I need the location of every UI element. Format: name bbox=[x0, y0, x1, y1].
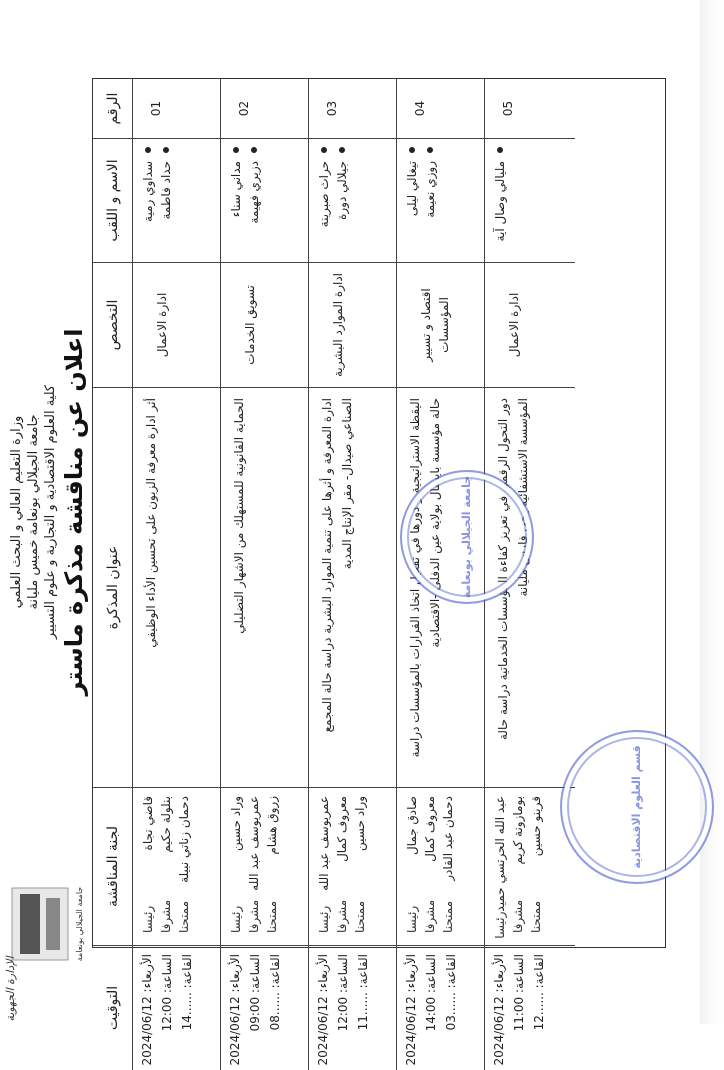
schedule-day: الأربعاء: 2024/06/12 bbox=[404, 954, 418, 1066]
jury-role: ممتحنا bbox=[441, 900, 455, 933]
jury-role: مشرفا bbox=[159, 899, 173, 933]
stamp-text: جامعة الجيلالي بونعامة bbox=[460, 475, 473, 599]
jury-role: مشرفا bbox=[511, 899, 525, 933]
jury-member: قرينو حسين bbox=[529, 796, 543, 857]
student-name: دزيري فهيمة bbox=[245, 147, 263, 254]
student-name: سداوي رمية bbox=[139, 147, 157, 254]
schedule-room: القاعة: ......12 bbox=[532, 954, 546, 1031]
student-names bbox=[397, 139, 485, 263]
schedule-day: الأربعاء: 2024/06/12 bbox=[228, 954, 242, 1066]
row-num: 04 bbox=[397, 79, 485, 139]
university-stamp-icon bbox=[400, 470, 534, 604]
jury-role: رئيسا bbox=[141, 905, 155, 933]
jury-member: عمريوسف عبد الله bbox=[317, 796, 331, 891]
specialty: تسويق الخدمات bbox=[221, 263, 309, 388]
jury-member: دحمان عبد القادر bbox=[441, 796, 455, 881]
student-names bbox=[133, 139, 221, 263]
jury-role: ممتحنا bbox=[529, 900, 543, 933]
row-num: 02 bbox=[221, 79, 309, 139]
header-university: جامعة الجيلالي بونعامة خميس مليانة bbox=[26, 414, 41, 610]
schedule-day: الأربعاء: 2024/06/12 bbox=[140, 954, 154, 1066]
row-num: 03 bbox=[309, 79, 397, 139]
page-title: اعلان عن مناقشة مذكرة ماستر bbox=[60, 328, 88, 696]
col-header-num: الرقم bbox=[93, 79, 133, 139]
specialty: ادارة الاعمال bbox=[485, 263, 575, 388]
jury-member: معروف كمال bbox=[335, 796, 349, 862]
thesis-title: الحماية القانونية للمستهلك من الاشهار التضليلي bbox=[221, 388, 309, 788]
jury-role: رئيسا bbox=[405, 905, 419, 933]
student-name: مليالي وصال آية bbox=[491, 147, 509, 254]
schedule-room: القاعة: ......08 bbox=[268, 954, 282, 1031]
schedule bbox=[397, 946, 485, 1070]
thesis-title: دور التحول الرقمي في تعزيز كفاءة المؤسسات الخدماتية دراسة حالة المؤسسة الاستشفائية يحي فارس مليانة bbox=[485, 388, 575, 788]
schedule bbox=[133, 946, 221, 1070]
jury-list bbox=[221, 788, 309, 946]
thesis-title: اليقظة الاستراتيجية و دورها في تفعيل اتخاذ القرارات بالمؤسسات دراسة حالة مؤسسة بايبنتال بولاية عين الدفلى -الاقتصادية bbox=[397, 388, 485, 788]
schedule bbox=[309, 946, 397, 1070]
student-name: روزي نعيمة bbox=[421, 147, 439, 254]
university-logo-icon bbox=[8, 884, 94, 964]
schedule-hour: الساعة: 12:00 bbox=[160, 954, 174, 1032]
schedule-hour: الساعة: 09:00 bbox=[248, 954, 262, 1032]
schedule-hour: الساعة: 14:00 bbox=[424, 954, 438, 1032]
specialty: ادارة الاعمال bbox=[133, 263, 221, 388]
jury-member: بومازونة كريم bbox=[511, 796, 525, 865]
schedule-day: الأربعاء: 2024/06/12 bbox=[316, 954, 330, 1066]
schedule-hour: الساعة: 12:00 bbox=[336, 954, 350, 1032]
logo-text: جامعة الجيلالي بونعامة bbox=[75, 886, 84, 962]
jury-member: بنلولة حكيم bbox=[159, 796, 173, 853]
thesis-title: أثر ادارة معرفة الزبون على تحسين الأداء الوظيفي bbox=[133, 388, 221, 788]
jury-member: قاضي نجاة bbox=[141, 796, 155, 851]
jury-member: معروف كمال bbox=[423, 796, 437, 862]
row-num: 01 bbox=[133, 79, 221, 139]
jury-role: مشرفا bbox=[335, 899, 349, 933]
student-names bbox=[221, 139, 309, 263]
schedule bbox=[485, 946, 575, 1070]
jury-role: مشرفا bbox=[247, 899, 261, 933]
col-header-names: الاسم و اللقب bbox=[93, 139, 133, 263]
schedule bbox=[221, 946, 309, 1070]
jury-role: رئيسا bbox=[493, 911, 507, 939]
student-name: حداد فاطمة bbox=[157, 147, 175, 254]
student-name: تيغالي ليلى bbox=[403, 147, 421, 254]
schedule-room: القاعة: ......14 bbox=[180, 954, 194, 1031]
jury-role: ممتحنا bbox=[265, 900, 279, 933]
specialty: ادارة الموارد البشرية bbox=[309, 263, 397, 388]
department-stamp-icon bbox=[560, 730, 714, 884]
jury-member: عمريوسف عبد الله bbox=[247, 796, 261, 891]
student-name: حراث صبرينة bbox=[315, 147, 333, 254]
schedule-day: الأربعاء: 2024/06/12 bbox=[492, 954, 506, 1066]
schedule-room: القاعة: ......03 bbox=[444, 954, 458, 1031]
jury-role: رئيسا bbox=[229, 905, 243, 933]
col-header-time: التوقيت bbox=[93, 946, 133, 1070]
header-faculty: كلية العلوم الاقتصادية و التجارية و علوم التسيير bbox=[43, 384, 58, 640]
student-names bbox=[485, 139, 575, 263]
jury-member: دحمان زناتي نبيلة bbox=[177, 796, 191, 883]
header-ministry: وزارة التعليم العالي و البحث العلمي bbox=[9, 415, 24, 609]
student-names bbox=[309, 139, 397, 263]
schedule-hour: الساعة: 11:00 bbox=[512, 954, 526, 1032]
col-header-jury: لجنة المناقشة bbox=[93, 788, 133, 946]
specialty: اقتصاد و تسيير المؤسسات bbox=[397, 263, 485, 388]
jury-member: صادق جمال bbox=[405, 796, 419, 856]
row-num: 05 bbox=[485, 79, 575, 139]
jury-list bbox=[133, 788, 221, 946]
col-header-specialty: التخصص bbox=[93, 263, 133, 388]
jury-member: زروق هشام bbox=[265, 796, 279, 855]
jury-member: وراد حسين bbox=[229, 796, 243, 851]
signature: الإدارة الجهوية bbox=[4, 956, 17, 1022]
jury-list bbox=[309, 788, 397, 946]
jury-role: مشرفا bbox=[423, 899, 437, 933]
student-name: مداني سناء bbox=[227, 147, 245, 254]
jury-role: ممتحنا bbox=[353, 900, 367, 933]
jury-member: عبد الله الحرتسي حميد bbox=[493, 796, 507, 912]
schedule-room: القاعة: ......11 bbox=[356, 954, 370, 1031]
thesis-title: ادارة المعرفة و أثرها على تنمية الموارد البشرية دراسة حالة المجمع الصناعي صيدال- مقر الإنتاج المدية bbox=[309, 388, 397, 788]
jury-member: وراد حسين bbox=[353, 796, 367, 851]
jury-role: رئيسا bbox=[317, 905, 331, 933]
jury-role: ممتحنا bbox=[177, 900, 191, 933]
document-header bbox=[8, 0, 59, 1024]
student-name: جيلالي دورة bbox=[333, 147, 351, 254]
col-header-thesis: عنوان المذكرة bbox=[93, 388, 133, 788]
jury-list bbox=[397, 788, 485, 946]
stamp-text: قسم العلوم الاقتصادية bbox=[630, 745, 643, 869]
